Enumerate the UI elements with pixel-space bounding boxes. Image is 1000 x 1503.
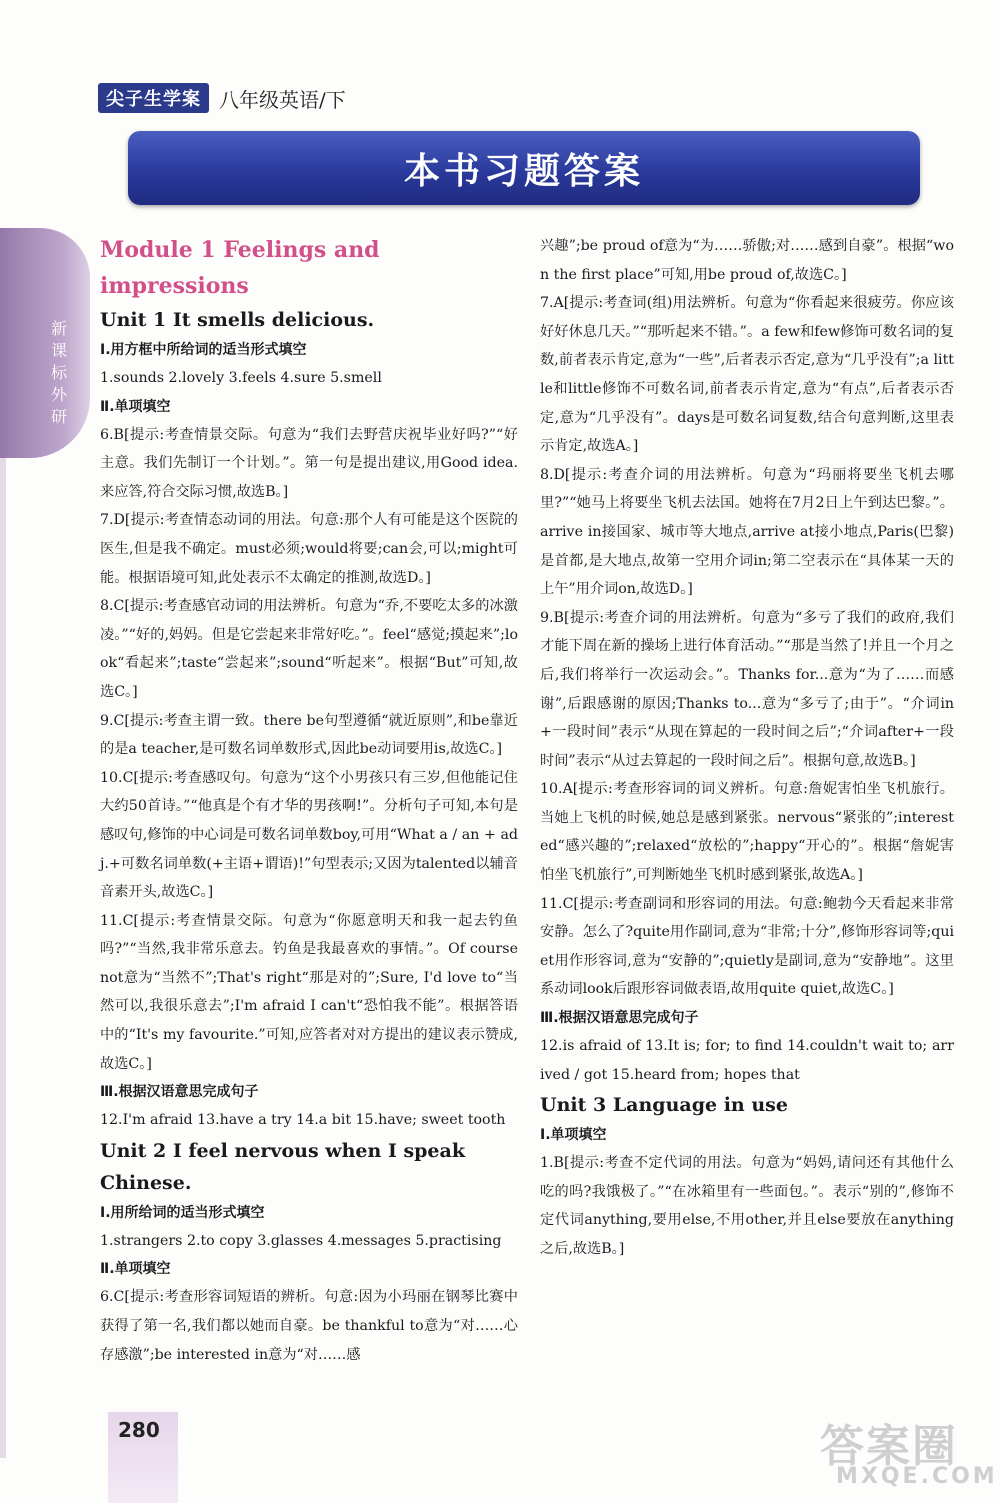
- answer-item: 兴趣”;be proud of意为“为……骄傲;对……感到自豪”。根据“won the first place”可知,用be proud of,故选C。]: [540, 238, 954, 283]
- answer-item: 6.B[提示:考查情景交际。句意为“我们去野营庆祝毕业好吗?”“好主意。我们先制订一个计划。”。第一句是提出建议,用Good idea.来应答,符合交际习惯,故选B。]: [100, 426, 518, 500]
- module-heading: Module 1 Feelings and impressions: [100, 237, 380, 299]
- answer-item: 8.D[提示:考查介词的用法辨析。句意为“玛丽将要坐飞机去哪里?”“她马上将要坐飞机去法国。她将在7月2日上午到达巴黎。”。arrive in接国家、城市等大地点,arrive at接小地点,Paris(巴黎)是首都,是大地点,故第一空用介词in;第二空表示在“具体某一天的上午”用介词on,故选D。]: [540, 466, 954, 598]
- answer-item: 7.D[提示:考查情态动词的用法。句意:那个人有可能是这个医院的医生,但是我不确定。must必须;would将要;can会,可以;might可能。根据语境可知,此处表示不太确定的推测,故选D。]: [100, 512, 518, 586]
- section-heading: Ⅰ.用方框中所给词的适当形式填空: [100, 342, 307, 358]
- watermark-url: MXQE.COM: [836, 1464, 998, 1489]
- unit-heading: Unit 3 Language in use: [540, 1094, 788, 1117]
- answer-item: 1.strangers 2.to copy 3.glasses 4.messages 5.practising: [100, 1232, 502, 1249]
- answer-item: 6.C[提示:考查形容词短语的辨析。句意:因为小玛丽在钢琴比赛中获得了第一名,我们都以她而自豪。be thankful to意为“对……心存感激”;be interested in意为“对……感: [100, 1289, 518, 1363]
- unit-heading: Unit 1 It smells delicious.: [100, 309, 375, 331]
- section-heading: Ⅰ.单项填空: [540, 1127, 607, 1144]
- page-number: 280: [118, 1418, 160, 1442]
- answer-item: 12.is afraid of 13.It is; for; to find 14.couldn't wait to; arrived / got 15.heard from; hopes that: [540, 1038, 954, 1083]
- page-title: 本书习题答案: [403, 150, 644, 192]
- answer-item: 1.B[提示:考查不定代词的用法。句意为“妈妈,请问还有其他什么吃的吗?我饿极了。”“在冰箱里有一些面包。”。表示“别的”,修饰不定代词anything,要用else,不用other,并且else要放在anything之后,故选B。]: [540, 1155, 954, 1257]
- answer-item: 10.C[提示:考查感叹句。句意为“这个小男孩只有三岁,但他能记住大约50首诗。”“他真是个有才华的男孩啊!”。分析句子可知,本句是感叹句,修饰的中心词是可数名词单数boy,可用“What a / an + adj.+可数名词单数(+主语+谓语)!”句型表示;又因为talented以辅音音素开头,故选C。]: [100, 769, 518, 901]
- title-banner: [128, 131, 920, 205]
- brand-logo: 尖子生学案: [98, 83, 209, 113]
- answer-item: 11.C[提示:考查副词和形容词的用法。句意:鲍勃今天看起来非常安静。怎么了?quite用作副词,意为“非常;十分”,修饰形容词等;quiet用作形容词,意为“安静的”;quietly是副词,意为“安静地”。这里系动词look后跟形容词做表语,故用quite quiet,故选C。]: [540, 895, 954, 998]
- section-heading: Ⅱ.单项填空: [100, 1261, 171, 1278]
- section-heading: Ⅱ.单项填空: [100, 398, 171, 415]
- right-column: [540, 232, 954, 1264]
- unit-heading: Unit 2 I feel nervous when I speak Chinese.: [100, 1139, 465, 1194]
- section-heading: Ⅲ.根据汉语意思完成句子: [540, 1010, 699, 1027]
- answer-item: 1.sounds 2.lovely 3.feels 4.sure 5.smell: [100, 370, 382, 386]
- answer-item: 9.C[提示:考查主谓一致。there be句型遵循“就近原则”,和be靠近的是a teacher,是可数名词单数形式,因此be动词要用is,故选C。]: [100, 712, 518, 758]
- watermark-logo: 答案圈: [820, 1421, 958, 1472]
- section-heading: Ⅲ.根据汉语意思完成句子: [100, 1084, 259, 1101]
- answer-item: 7.A[提示:考查词(组)用法辨析。句意为“你看起来很疲劳。你应该好好休息几天。”“那听起来不错。”。a few和few修饰可数名词的复数,前者表示肯定,意为“一些”,后者表示否定,意为“几乎没有”;a little和little修饰不可数名词,前者表示肯定,意为“有点”,后者表示否定,意为“几乎没有”。days是可数名词复数,结合句意判断,这里表示肯定,故选A。]: [540, 295, 954, 455]
- answer-item: 12.I'm afraid 13.have a try 14.a bit 15.have; sweet tooth: [100, 1112, 506, 1129]
- brand-header: [98, 84, 346, 112]
- answer-item: 10.A[提示:考查形容词的词义辨析。句意:詹妮害怕坐飞机旅行。当她上飞机的时候,她总是感到紧张。nervous“紧张的”;interested“感兴趣的”;relaxed“放松的”;happy“开心的”。根据“詹妮害怕坐飞机旅行”,可判断她坐飞机时感到紧张,故选A。]: [540, 781, 954, 884]
- side-tab-label: 新课标 外研: [50, 319, 67, 426]
- answer-item: 8.C[提示:考查感官动词的用法辨析。句意为“乔,不要吃太多的冰激凌。”“好的,妈妈。但是它尝起来非常好吃。”。feel“感觉;摸起来”;look“看起来”;taste“尝起来”;sound“听起来”。根据“But”可知,故选C。]: [100, 598, 518, 700]
- side-tab: [0, 228, 90, 458]
- section-heading: Ⅰ.用所给词的适当形式填空: [100, 1204, 265, 1221]
- side-strip: [0, 458, 6, 1458]
- answer-item: 11.C[提示:考查情景交际。句意为“你愿意明天和我一起去钓鱼吗?”“当然,我非常乐意去。钓鱼是我最喜欢的事情。”。Of course not意为“当然不”;That's right“那是对的”;Sure, I'd love to“当然可以,我很乐意去”;I'm afraid I can't“恐怕我不能”。根据答语中的“It's my favourite.”可知,应答者对对方提出的建议表示赞成,故选C。]: [100, 912, 518, 1072]
- left-column: [100, 232, 518, 1369]
- answer-item: 9.B[提示:考查介词的用法辨析。句意为“多亏了我们的政府,我们才能下周在新的操场上进行体育活动。”“那是当然了!并且一个月之后,我们将举行一次运动会。”。Thanks for...意为“为了……而感谢”,后跟感谢的原因;Thanks to...意为“多亏了;由于”。“介词in+一段时间”表示“从现在算起的一段时间之后”;“介词after+一段时间”表示“从过去算起的一段时间之后”。根据句意,故选B。]: [540, 609, 954, 769]
- book-subtitle: 八年级英语/下: [219, 87, 346, 112]
